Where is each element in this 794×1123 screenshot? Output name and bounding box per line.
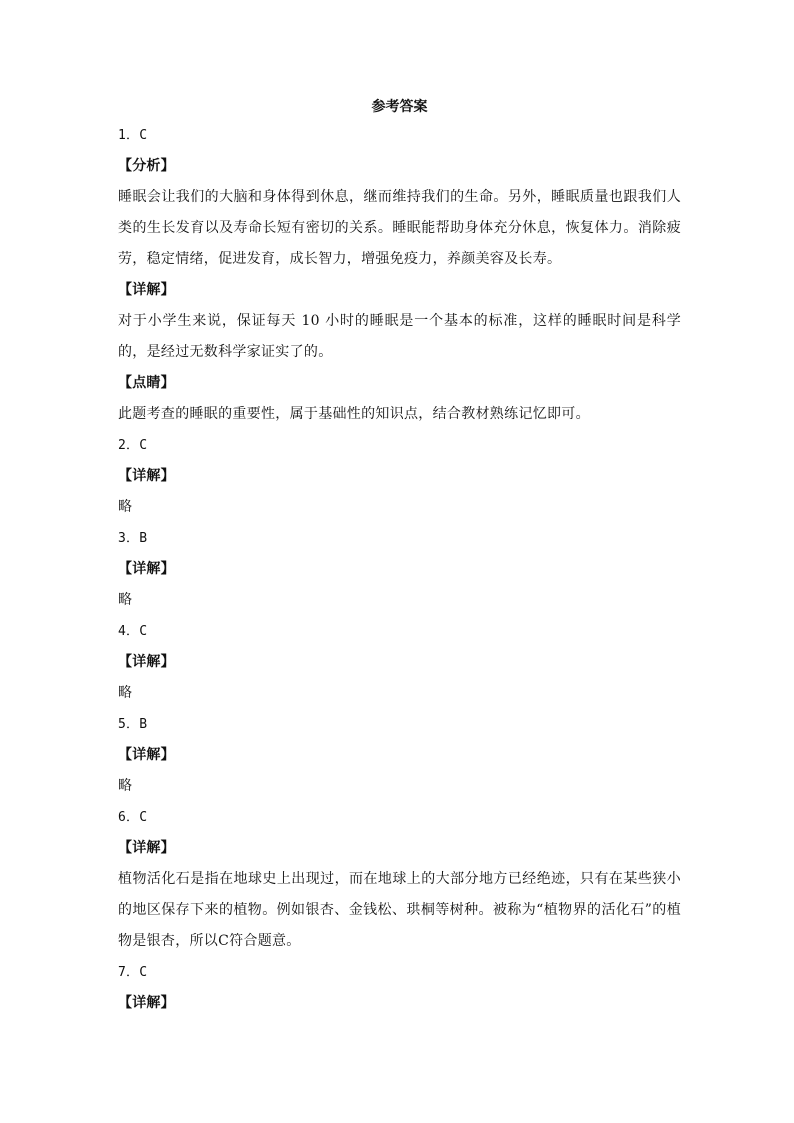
answer-1: 1．C (118, 128, 148, 143)
page-title: 参考答案 (371, 99, 428, 115)
answer-1-detail-text: 对于小学生来说，保证每天 10 小时的睡眠是一个基本的标准，这样的睡眠时间是科学的，是经过无数科学家证实了的。 (118, 313, 681, 360)
answer-4: 4．C (118, 624, 148, 639)
answer-2-detail-heading: 【详解】 (118, 468, 175, 484)
answer-1-analysis-text: 睡眠会让我们的大脑和身体得到休息，继而维持我们的生命。另外，睡眠质量也跟我们人类的生长发育以及寿命长短有密切的关系。睡眠能帮助身体充分休息，恢复体力。消除疲劳，稳定情绪，促进发育，成长智力，增强免疫力，养颜美容及长寿。 (118, 189, 681, 267)
answer-6: 6．C (118, 810, 148, 825)
answer-3: 3．B (118, 531, 148, 546)
answer-5: 5．B (118, 717, 148, 732)
answer-5-detail-heading: 【详解】 (118, 747, 175, 763)
answer-3-detail-text: 略 (118, 592, 133, 608)
answer-1-comment-heading: 【点睛】 (118, 375, 175, 391)
answer-2: 2．C (118, 438, 148, 453)
answer-6-detail-text: 植物活化石是指在地球史上出现过，而在地球上的大部分地方已经绝迹，只有在某些狭小的地区保存下来的植物。例如银杏、金钱松、珙桐等树种。被称为“植物界的活化石”的植物是银杏，所以C符合题意。 (118, 871, 681, 949)
answer-4-detail-heading: 【详解】 (118, 654, 175, 670)
answer-1-detail-heading: 【详解】 (118, 282, 175, 298)
answer-5-detail-text: 略 (118, 778, 133, 794)
answer-2-detail-text: 略 (118, 499, 133, 515)
answer-7-detail-heading: 【详解】 (118, 995, 175, 1011)
answer-4-detail-text: 略 (118, 685, 133, 701)
answer-6-detail-heading: 【详解】 (118, 840, 175, 856)
answer-1-analysis-heading: 【分析】 (118, 158, 175, 174)
answer-1-comment-text: 此题考查的睡眠的重要性，属于基础性的知识点，结合教材熟练记忆即可。 (118, 406, 590, 422)
answer-7: 7．C (118, 965, 148, 980)
answer-3-detail-heading: 【详解】 (118, 561, 175, 577)
